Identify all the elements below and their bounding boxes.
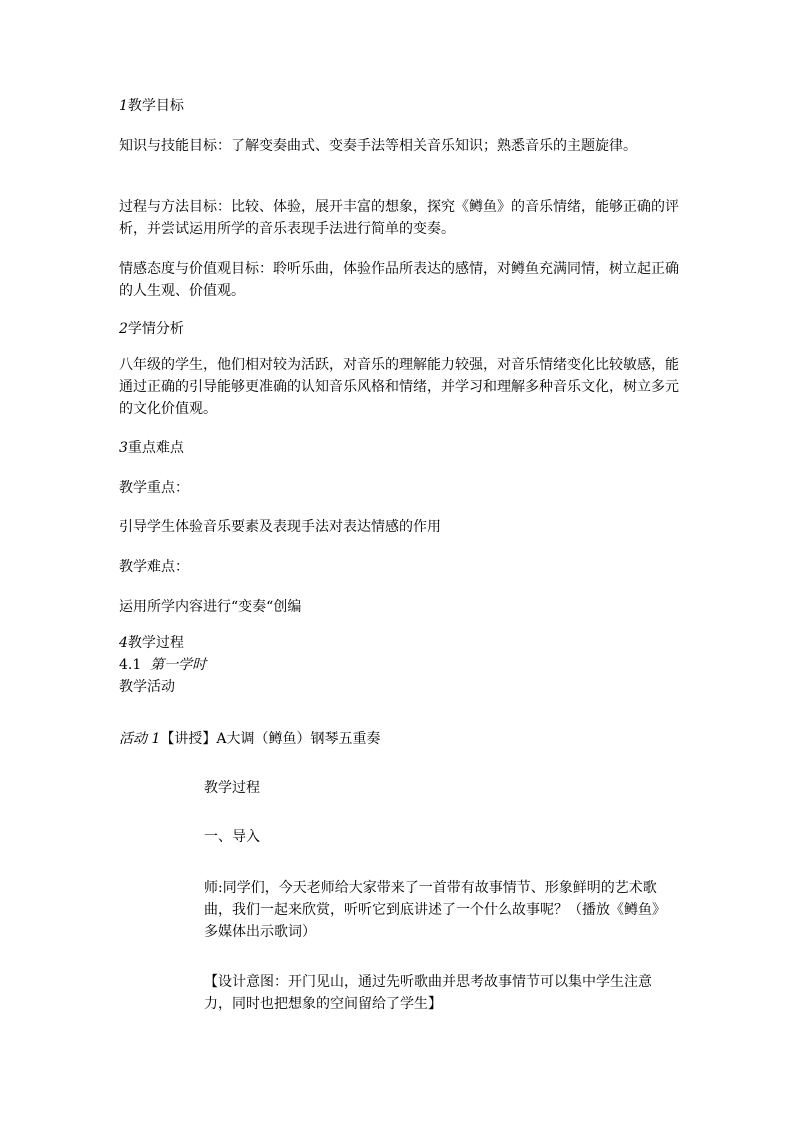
process-heading: 教学过程 bbox=[204, 780, 260, 796]
section-2-number: 2 bbox=[119, 321, 128, 337]
section-4-number: 4 bbox=[119, 635, 128, 651]
section-2-title: 学情分析 bbox=[127, 321, 184, 337]
key-point-label: 教学重点： bbox=[119, 480, 189, 496]
section-1-number: 1 bbox=[119, 98, 128, 114]
section-3-title: 重点难点 bbox=[127, 440, 184, 456]
design-intent: 【设计意图：开门见山，通过先听歌曲并思考故事情节可以集中学生注意力，同时也把想象的空间留给了学生】 bbox=[204, 974, 652, 1012]
section-3-heading bbox=[119, 437, 184, 459]
activity-label: 活动 1 bbox=[119, 731, 161, 747]
subsection-title: 第一学时 bbox=[150, 657, 207, 673]
difficulty-label: 教学难点： bbox=[119, 559, 189, 575]
activity-title: 【讲授】A大调（鳟鱼）钢琴五重奏 bbox=[160, 731, 381, 747]
difficulty-body: 运用所学内容进行“变奏“创编 bbox=[119, 599, 302, 615]
section-2-heading bbox=[119, 318, 184, 340]
process-objective: 过程与方法目标：比较、体验，展开丰富的想象，探究《鳟鱼》的音乐情绪，能够正确的评析，并尝试运用所学的音乐表现手法进行简单的变奏。 bbox=[119, 199, 679, 237]
student-analysis: 八年级的学生，他们相对较为活跃，对音乐的理解能力较强，对音乐情绪变化比较敏感，能通过正确的引导能够更准确的认知音乐风格和情绪，并学习和理解多种音乐文化，树立多元的文化价值观。 bbox=[119, 357, 679, 417]
activity-line bbox=[119, 728, 380, 750]
section-1-title: 教学目标 bbox=[127, 98, 184, 114]
activity-heading: 教学活动 bbox=[119, 679, 175, 695]
emotion-objective: 情感态度与价值观目标：聆听乐曲，体验作品所表达的感情，对鳟鱼充满同情，树立起正确的人生观、价值观。 bbox=[119, 261, 679, 299]
teacher-text: 师:同学们，今天老师给大家带来了一首带有故事情节、形象鲜明的艺术歌曲，我们一起来欣赏，听听它到底讲述了一个什么故事呢？（播放《鳟鱼》多媒体出示歌词） bbox=[204, 880, 666, 940]
intro-heading: 一、导入 bbox=[204, 829, 260, 845]
key-point-body: 引导学生体验音乐要素及表现手法对表达情感的作用 bbox=[119, 519, 441, 535]
subsection-heading bbox=[119, 654, 206, 676]
section-3-number: 3 bbox=[119, 440, 128, 456]
section-4-heading bbox=[119, 632, 184, 654]
subsection-number: 4.1 bbox=[119, 657, 142, 673]
knowledge-objective: 知识与技能目标：了解变奏曲式、变奏手法等相关音乐知识；熟悉音乐的主题旋律。 bbox=[119, 138, 637, 154]
section-1-heading bbox=[119, 95, 184, 117]
section-4-title: 教学过程 bbox=[127, 635, 184, 651]
